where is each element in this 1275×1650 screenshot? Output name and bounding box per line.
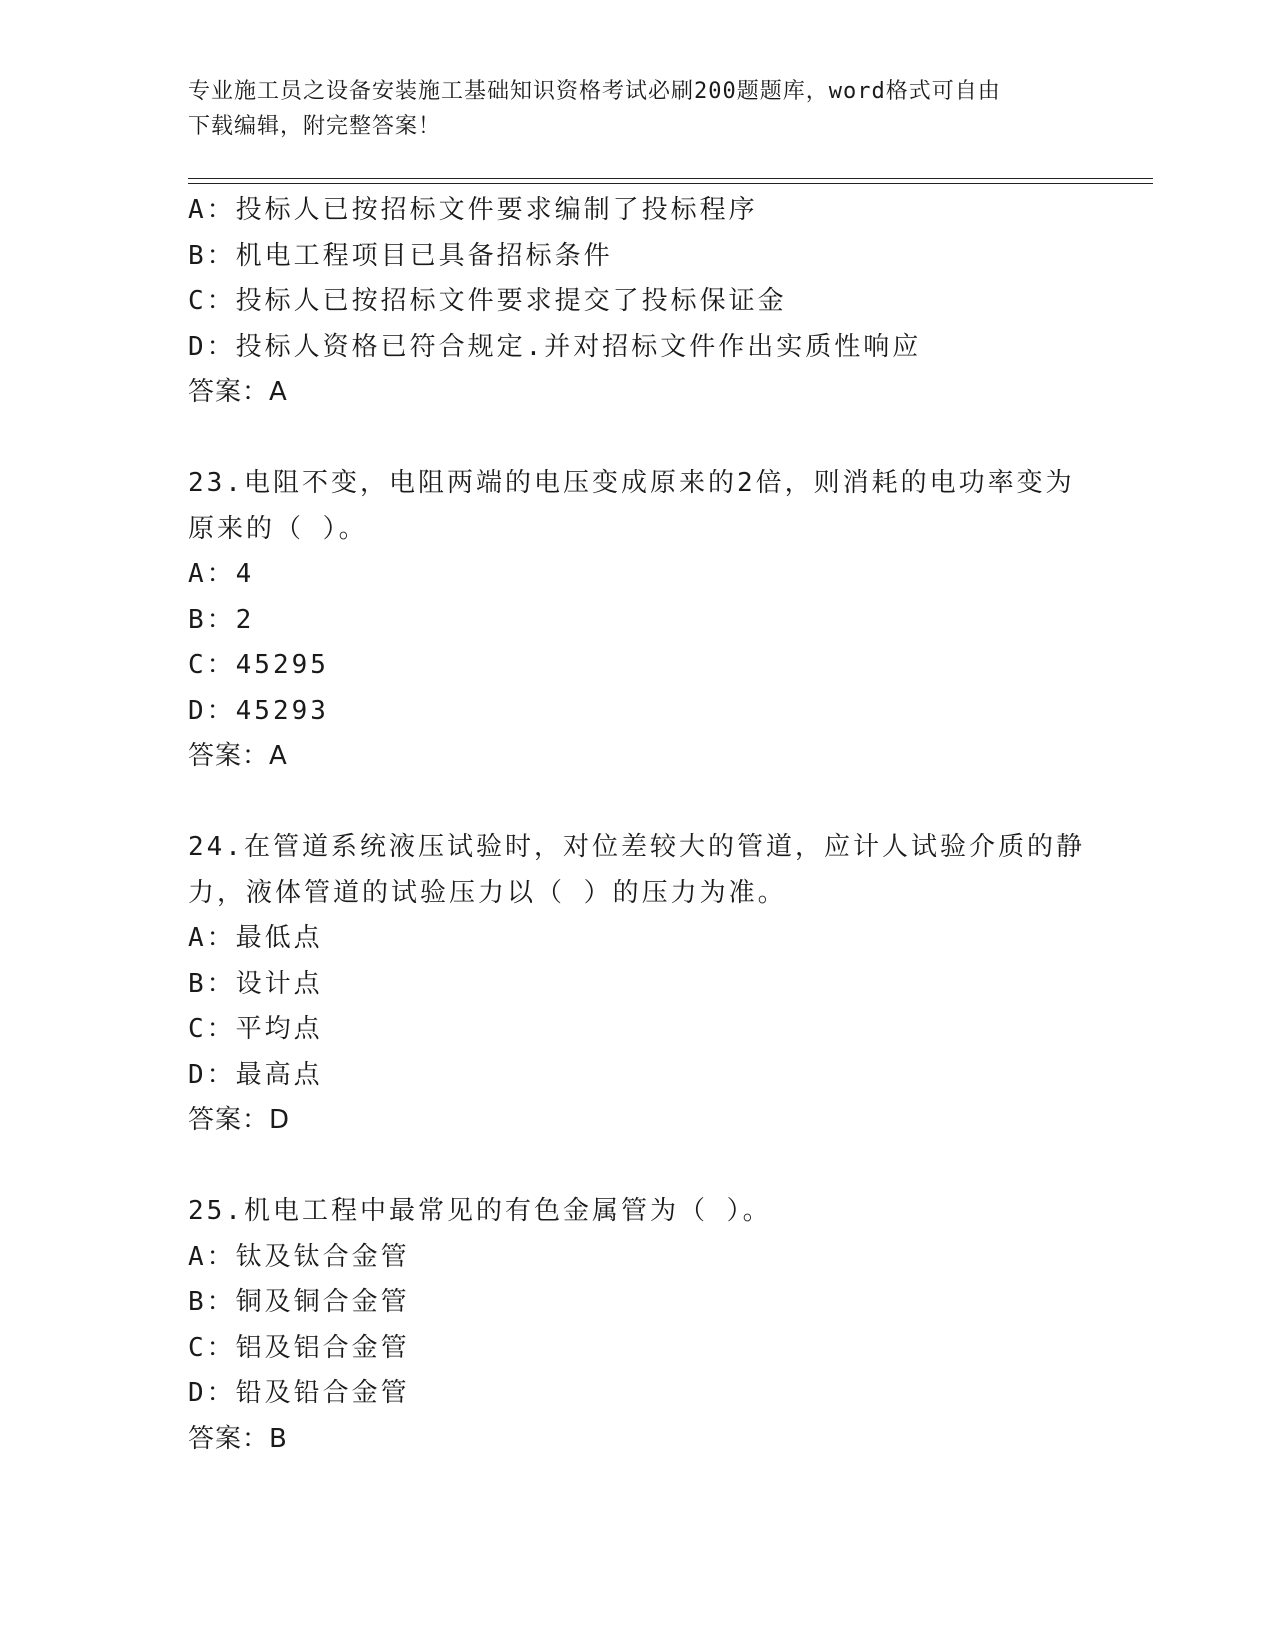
option-b: B：设计点 — [188, 968, 323, 999]
question-block-22 — [188, 188, 1088, 416]
question-block-23 — [188, 461, 1088, 780]
option-a: A：投标人已按招标文件要求编制了投标程序 — [188, 195, 758, 225]
question-stem-line-2: 原来的（ ）。 — [188, 513, 368, 544]
header-divider-top — [188, 178, 1153, 179]
answer-line: 答案：B — [188, 1423, 288, 1454]
option-a: A：最低点 — [188, 923, 323, 953]
question-block-25 — [188, 1189, 1088, 1462]
question-stem-line-2: 力，液体管道的试验压力以（ ）的压力为准。 — [188, 877, 787, 908]
option-d: D：最高点 — [188, 1059, 323, 1090]
question-stem-line-1: 24.在管道系统液压试验时，对位差较大的管道，应计人试验介质的静 — [188, 832, 1085, 862]
option-c: C：投标人已按招标文件要求提交了投标保证金 — [188, 286, 787, 316]
option-a: A：4 — [188, 559, 255, 589]
spacer — [188, 1144, 1088, 1190]
option-b: B：2 — [188, 604, 255, 635]
option-d: D：45293 — [188, 695, 329, 726]
option-b: B：铜及铜合金管 — [188, 1287, 410, 1317]
option-c: C：铝及铝合金管 — [188, 1332, 410, 1363]
header-line-2: 下载编辑，附完整答案！ — [188, 114, 442, 139]
option-c: C：45295 — [188, 650, 329, 680]
question-content — [188, 188, 1088, 1462]
option-c: C：平均点 — [188, 1014, 323, 1044]
option-d: D：铅及铅合金管 — [188, 1378, 410, 1408]
option-a: A：钛及钛合金管 — [188, 1241, 410, 1272]
document-header — [188, 74, 1088, 144]
header-line-1: 专业施工员之设备安装施工基础知识资格考试必刷200题题库，word格式可自由 — [188, 79, 1001, 104]
option-b: B：机电工程项目已具备招标条件 — [188, 240, 613, 271]
question-stem-line-1: 25.机电工程中最常见的有色金属管为（ ）。 — [188, 1196, 772, 1226]
spacer — [188, 780, 1088, 826]
answer-line: 答案：A — [188, 377, 288, 407]
answer-line: 答案：A — [188, 741, 288, 771]
question-block-24 — [188, 825, 1088, 1144]
question-stem-line-1: 23.电阻不变，电阻两端的电压变成原来的2倍，则消耗的电功率变为 — [188, 468, 1075, 498]
option-d: D：投标人资格已符合规定.并对招标文件作出实质性响应 — [188, 331, 922, 362]
spacer — [188, 416, 1088, 462]
answer-line: 答案：D — [188, 1105, 291, 1135]
header-divider-bottom — [188, 183, 1153, 184]
